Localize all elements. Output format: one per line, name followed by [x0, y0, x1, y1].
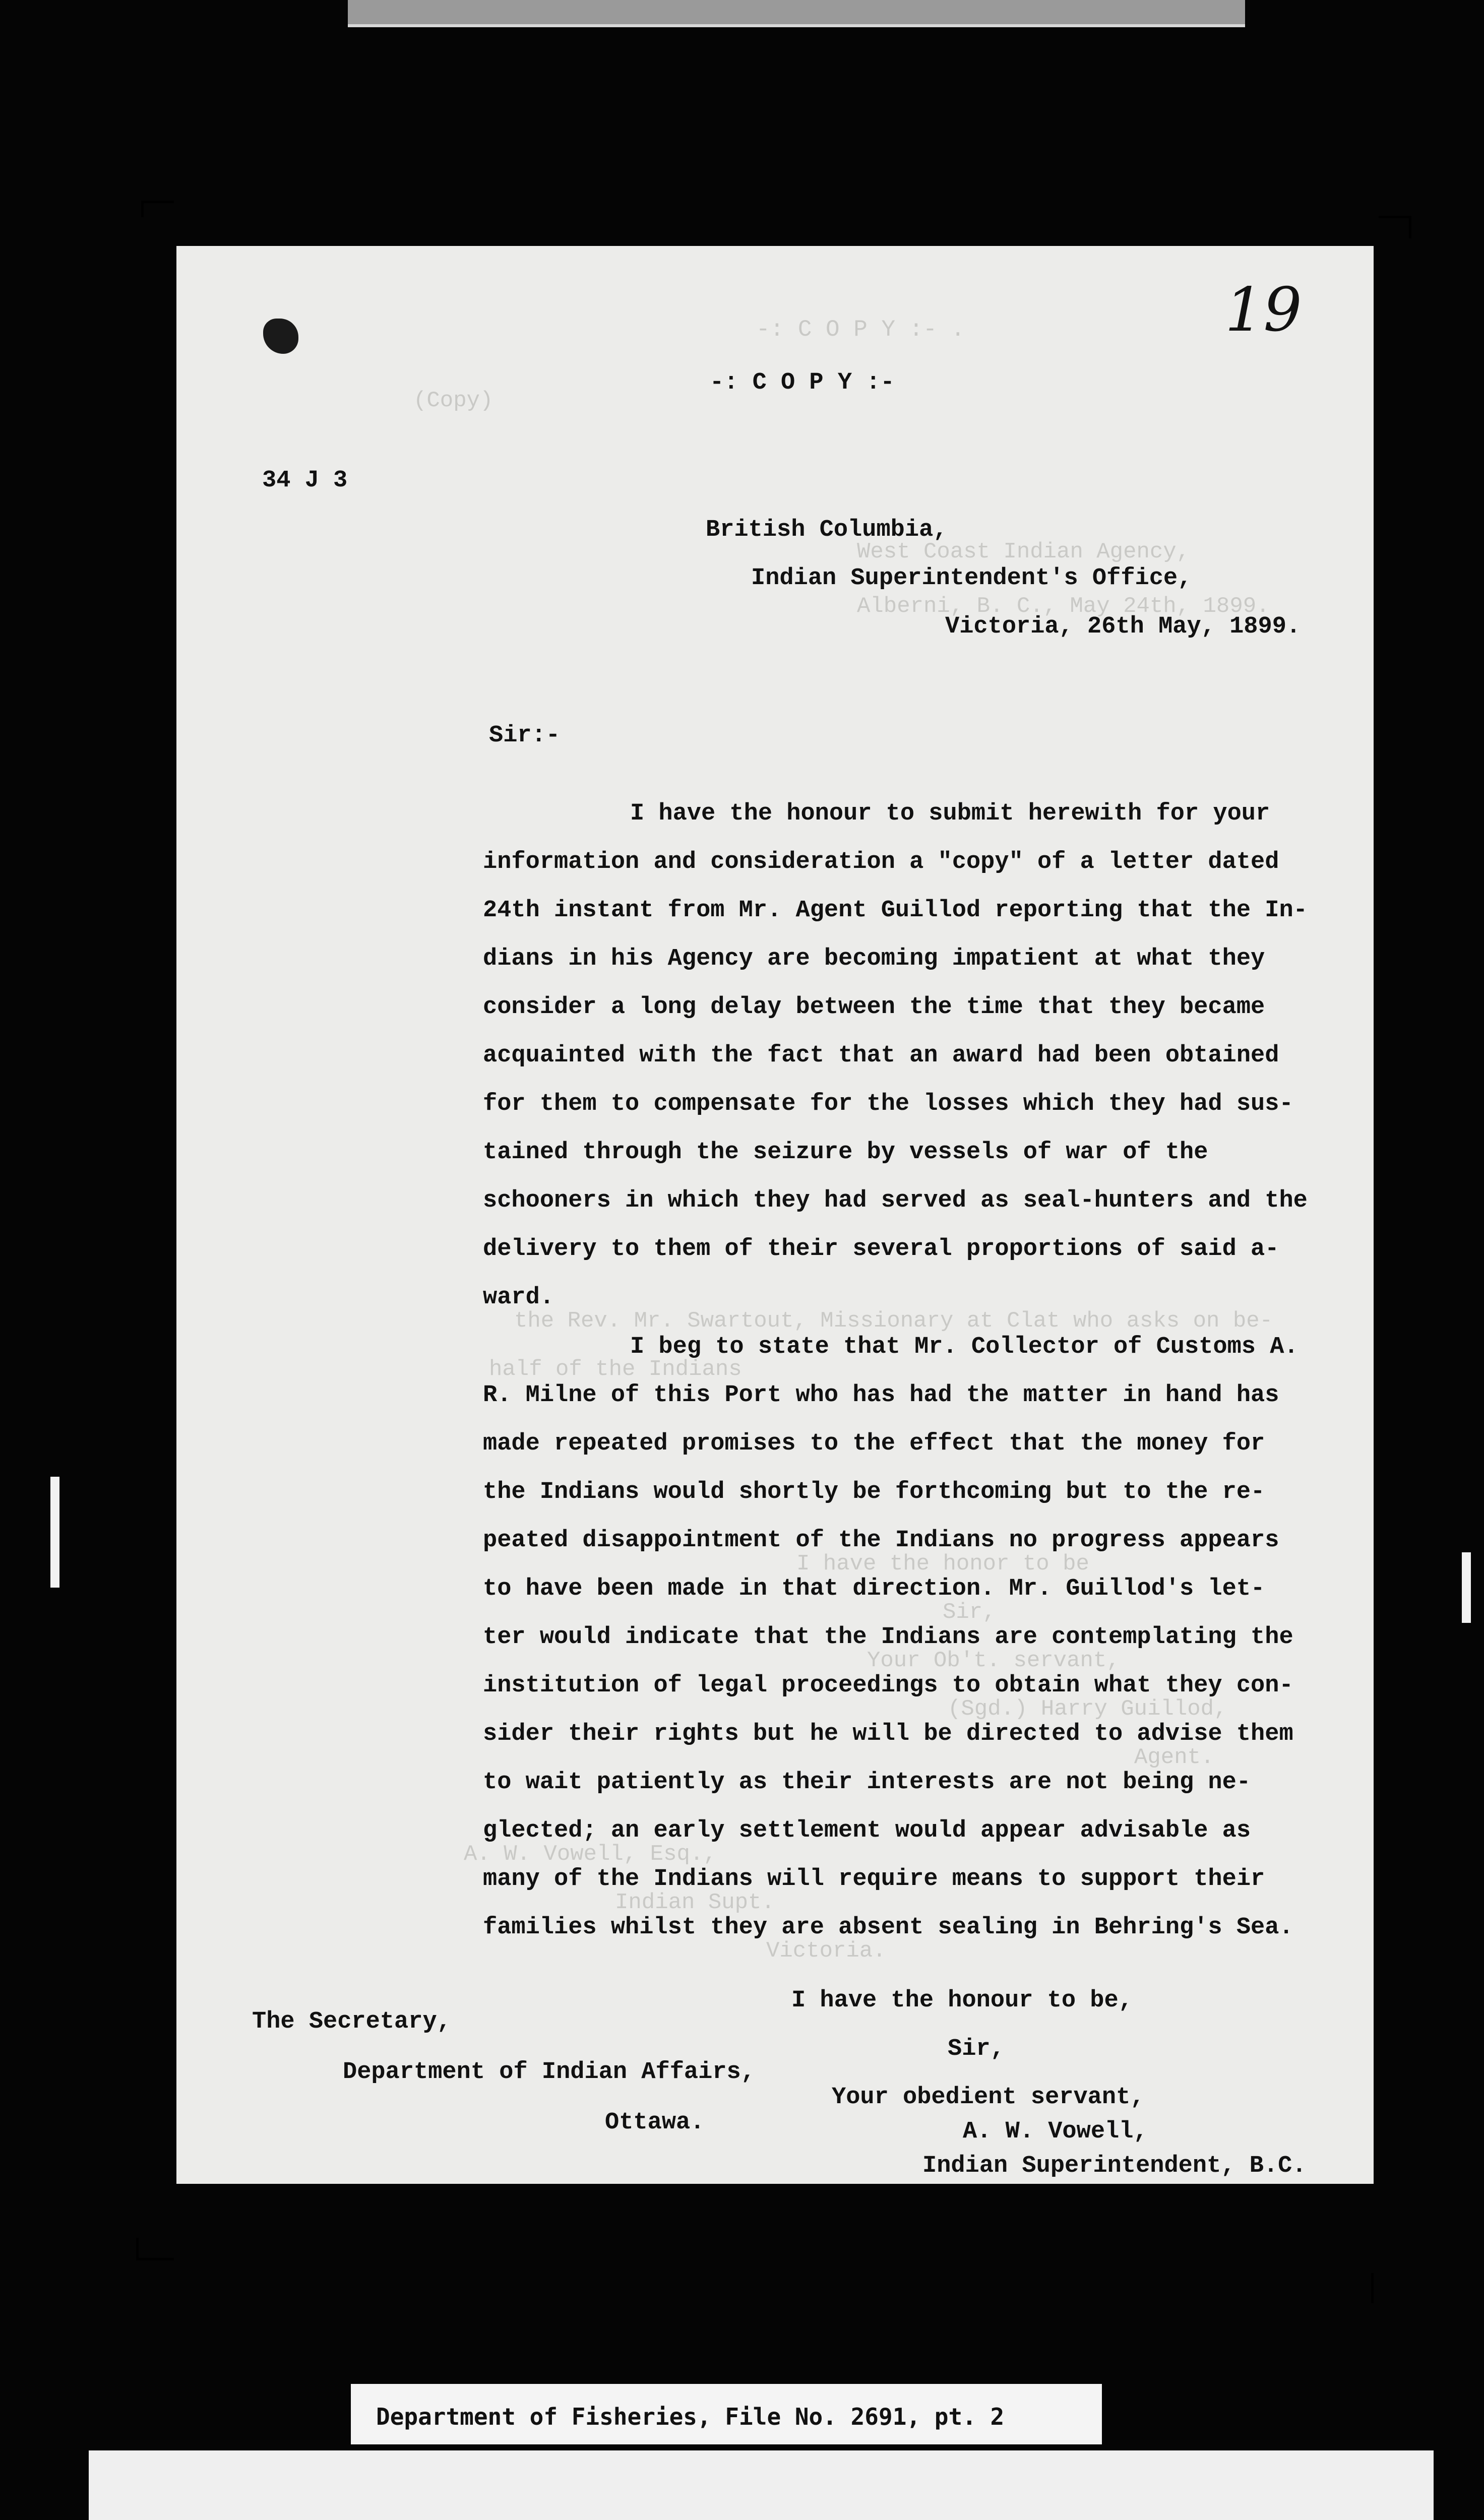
body-line: families whilst they are absent sealing in Behring's Sea. — [483, 1914, 1293, 1941]
body-line: to have been made in that direction. Mr. Guillod's let- — [483, 1576, 1265, 1602]
closing-line: I have the honour to be, — [791, 1987, 1133, 2014]
file-label-slip — [351, 2384, 1102, 2444]
body-line: sider their rights but he will be directed to advise them — [483, 1721, 1293, 1747]
film-corner-mark — [1351, 2273, 1374, 2303]
body-line: made repeated promises to the effect that the money for — [483, 1430, 1265, 1457]
film-corner-mark — [1379, 216, 1411, 238]
body-line: for them to compensate for the losses which they had sus- — [483, 1091, 1293, 1117]
letter-page — [176, 246, 1374, 2184]
body-line: I beg to state that Mr. Collector of Customs A. — [630, 1334, 1298, 1360]
handwritten-page-number: 19 — [1225, 275, 1302, 345]
archives-card — [89, 2450, 1434, 2520]
addressee-line: The Secretary, — [252, 2008, 451, 2035]
body-line: acquainted with the fact that an award had been obtained — [483, 1042, 1279, 1069]
addressee-line: Ottawa. — [605, 2109, 705, 2136]
closing-line: Your obedient servant, — [832, 2084, 1145, 2111]
ink-blot — [263, 319, 298, 354]
body-line: R. Milne of this Port who has had the matter in hand has — [483, 1382, 1279, 1409]
body-line: many of the Indians will require means to support their — [483, 1866, 1265, 1893]
body-line: the Indians would shortly be forthcoming but to the re- — [483, 1479, 1265, 1505]
bleed-line: Your Ob't. servant, — [867, 1648, 1120, 1673]
copy-note: (Copy) — [413, 388, 493, 413]
body-line: peated disappointment of the Indians no progress appears — [483, 1527, 1279, 1554]
salutation: Sir:- — [489, 722, 561, 749]
addressee-line: Department of Indian Affairs, — [343, 2059, 755, 2086]
film-corner-mark — [141, 201, 174, 217]
body-line: institution of legal proceedings to obtain what they con- — [483, 1672, 1293, 1699]
faded-copy-header: -: C O P Y :- . — [756, 317, 965, 343]
address-date: Victoria, 26th May, 1899. — [945, 613, 1301, 640]
bleed-line: (Sgd.) Harry Guillod, — [948, 1696, 1227, 1722]
film-top-strip — [348, 0, 1245, 27]
signature-name: A. W. Vowell, — [963, 2118, 1148, 2145]
body-line: tained through the seizure by vessels of war of the — [483, 1139, 1208, 1166]
signature-title: Indian Superintendent, B.C. — [922, 2153, 1307, 2179]
address-line: British Columbia, — [706, 517, 948, 543]
body-line: consider a long delay between the time that they became — [483, 994, 1265, 1021]
body-line: 24th instant from Mr. Agent Guillod reporting that the In- — [483, 897, 1308, 924]
bleed-line: the Rev. Mr. Swartout, Missionary at Clat who asks on be- — [514, 1308, 1273, 1334]
film-edge-bar — [50, 1477, 59, 1588]
bleed-address-line: West Coast Indian Agency, — [857, 539, 1190, 564]
bleed-line: Agent. — [1134, 1745, 1214, 1770]
body-line: ter would indicate that the Indians are contemplating the — [483, 1624, 1293, 1651]
bleed-line: Indian Supt. — [615, 1890, 775, 1915]
closing-line: Sir, — [948, 2036, 1005, 2062]
bleed-address-line: Alberni, B. C., May 24th, 1899. — [857, 594, 1270, 619]
file-reference: 34 J 3 — [262, 467, 348, 494]
file-label: Department of Fisheries, File No. 2691, pt. 2 — [376, 2403, 1005, 2430]
body-line: glected; an early settlement would appear advisable as — [483, 1817, 1251, 1844]
bleed-line: Sir, — [943, 1600, 996, 1625]
body-line: I have the honour to submit herewith for your — [630, 800, 1270, 827]
bleed-line: Victoria. — [766, 1938, 886, 1964]
film-edge-bar — [1462, 1552, 1471, 1623]
copy-header: -: C O P Y :- — [710, 369, 895, 396]
body-line: schooners in which they had served as seal-hunters and the — [483, 1187, 1308, 1214]
body-line: to wait patiently as their interests are not being ne- — [483, 1769, 1251, 1796]
body-line: dians in his Agency are becoming impatient at what they — [483, 946, 1265, 972]
bleed-line: A. W. Vowell, Esq., — [464, 1842, 717, 1867]
body-line: ward. — [483, 1284, 554, 1311]
address-line: Indian Superintendent's Office, — [751, 565, 1192, 592]
body-line: delivery to them of their several proportions of said a- — [483, 1236, 1279, 1263]
bleed-line: I have the honor to be — [796, 1551, 1089, 1577]
film-corner-mark — [136, 2238, 174, 2260]
body-line: information and consideration a "copy" of a letter dated — [483, 849, 1279, 875]
bleed-line: half of the Indians — [489, 1357, 742, 1382]
